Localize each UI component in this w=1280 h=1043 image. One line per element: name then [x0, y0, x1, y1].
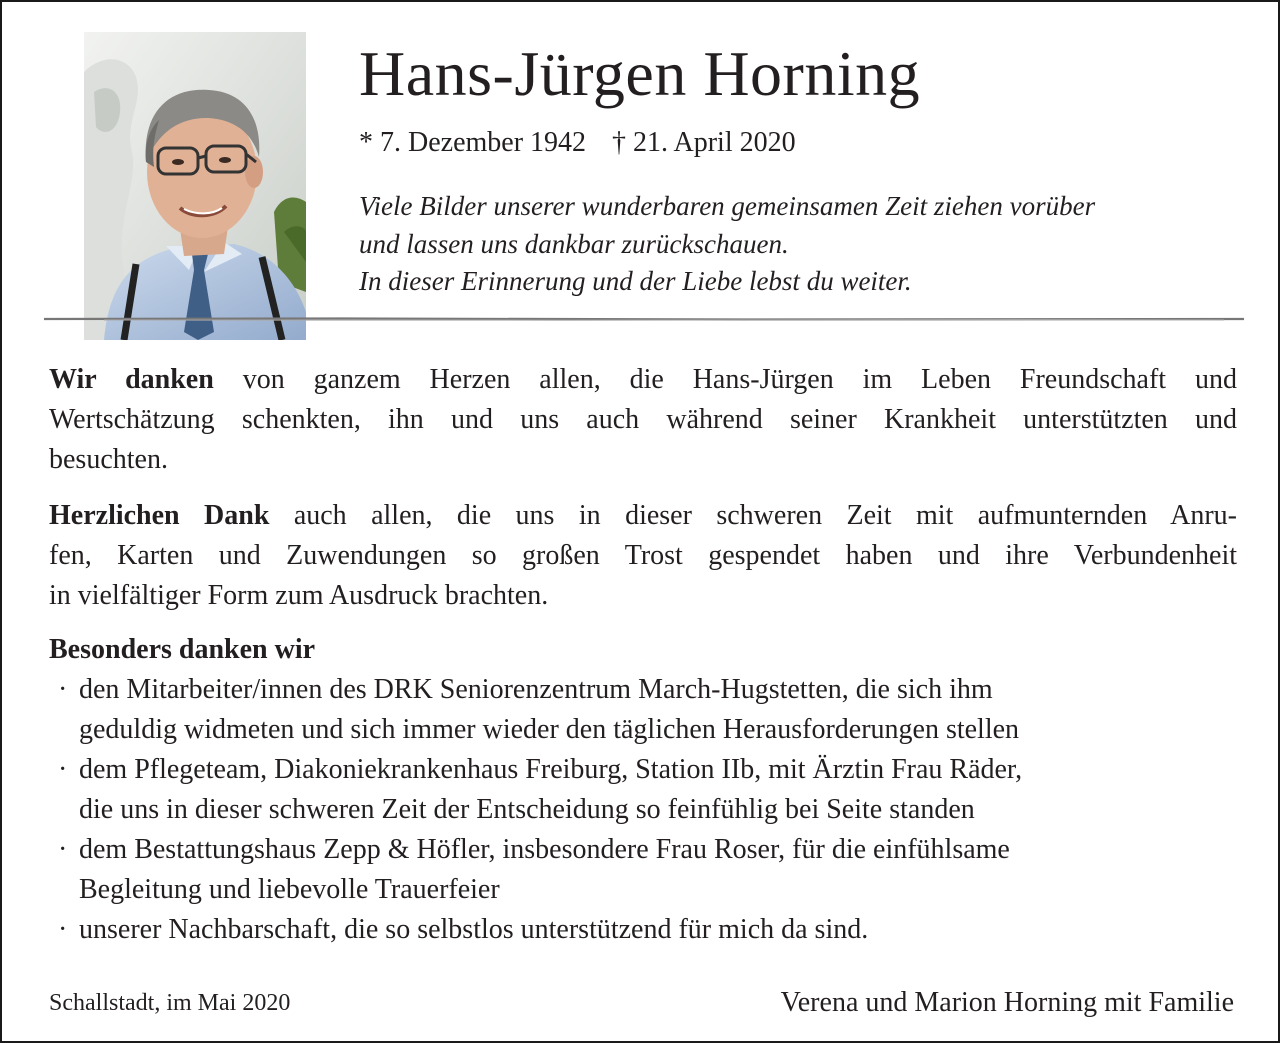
list-item: · unserer Nachbarschaft, die so selbstlos unterstützend für mich da sind.	[49, 910, 1237, 950]
special-thanks-heading: Besonders danken wir	[49, 634, 316, 665]
text-line: Herzlichen Dank auch allen, die uns in dieser schweren Zeit mit aufmunternden Anru-	[49, 500, 1237, 531]
paragraph-heartfelt-thanks	[49, 496, 1237, 616]
text-line: besuchten.	[49, 444, 168, 475]
portrait-photo	[84, 32, 306, 340]
deceased-name: Hans-Jürgen Horning	[359, 38, 921, 109]
bullet: ·	[58, 754, 68, 785]
lead-phrase: Wir danken	[49, 364, 214, 395]
quote-line: und lassen uns dankbar zurückschauen.	[359, 228, 789, 259]
decorative-divider	[44, 314, 1244, 324]
text-line: Wertschätzung schenkten, ihn und uns auch während seiner Krankheit unterstützten und	[49, 404, 1237, 435]
bullet: ·	[58, 914, 68, 945]
quote-line: In dieser Erinnerung und der Liebe lebst du weiter.	[359, 266, 912, 296]
lead-phrase: Herzlichen Dank	[49, 500, 270, 531]
text-line: in vielfältiger Form zum Ausdruck brachten.	[49, 580, 549, 611]
signers: Verena und Marion Horning mit Familie	[780, 987, 1234, 1018]
text-line: Wir danken von ganzem Herzen allen, die Hans-Jürgen im Leben Freundschaft und	[49, 364, 1237, 395]
list-item: · dem Pflegeteam, Diakoniekrankenhaus Freiburg, Station IIb, mit Ärztin Frau Räder, die uns in dieser schweren Zeit der Entscheidung so feinfühlig bei Seite standen	[49, 750, 1237, 830]
place-and-date: Schallstadt, im Mai 2020	[49, 990, 291, 1016]
thank-you-text	[49, 360, 1237, 950]
paragraph-thanks	[49, 360, 1237, 480]
birth-date: * 7. Dezember 1942	[359, 127, 587, 158]
special-thanks-list	[49, 670, 1237, 950]
death-date: † 21. April 2020	[612, 127, 796, 158]
bullet: ·	[58, 674, 68, 705]
list-item: · den Mitarbeiter/innen des DRK Seniorenzentrum March-Hugstetten, die sich ihm geduldig widmeten und sich immer wieder den täglichen Herausforderungen stellen	[49, 670, 1237, 750]
memorial-quote	[359, 188, 1239, 301]
text-line: fen, Karten und Zuwendungen so großen Trost gespendet haben und ihre Verbundenheit	[49, 540, 1237, 571]
bullet: ·	[58, 834, 68, 865]
quote-line: Viele Bilder unserer wunderbaren gemeinsamen Zeit ziehen vorüber	[359, 191, 1096, 221]
list-item: · dem Bestattungshaus Zepp & Höfler, insbesondere Frau Roser, für die einfühlsame Begleitung und liebevolle Trauerfeier	[49, 830, 1237, 910]
life-dates	[359, 126, 796, 160]
